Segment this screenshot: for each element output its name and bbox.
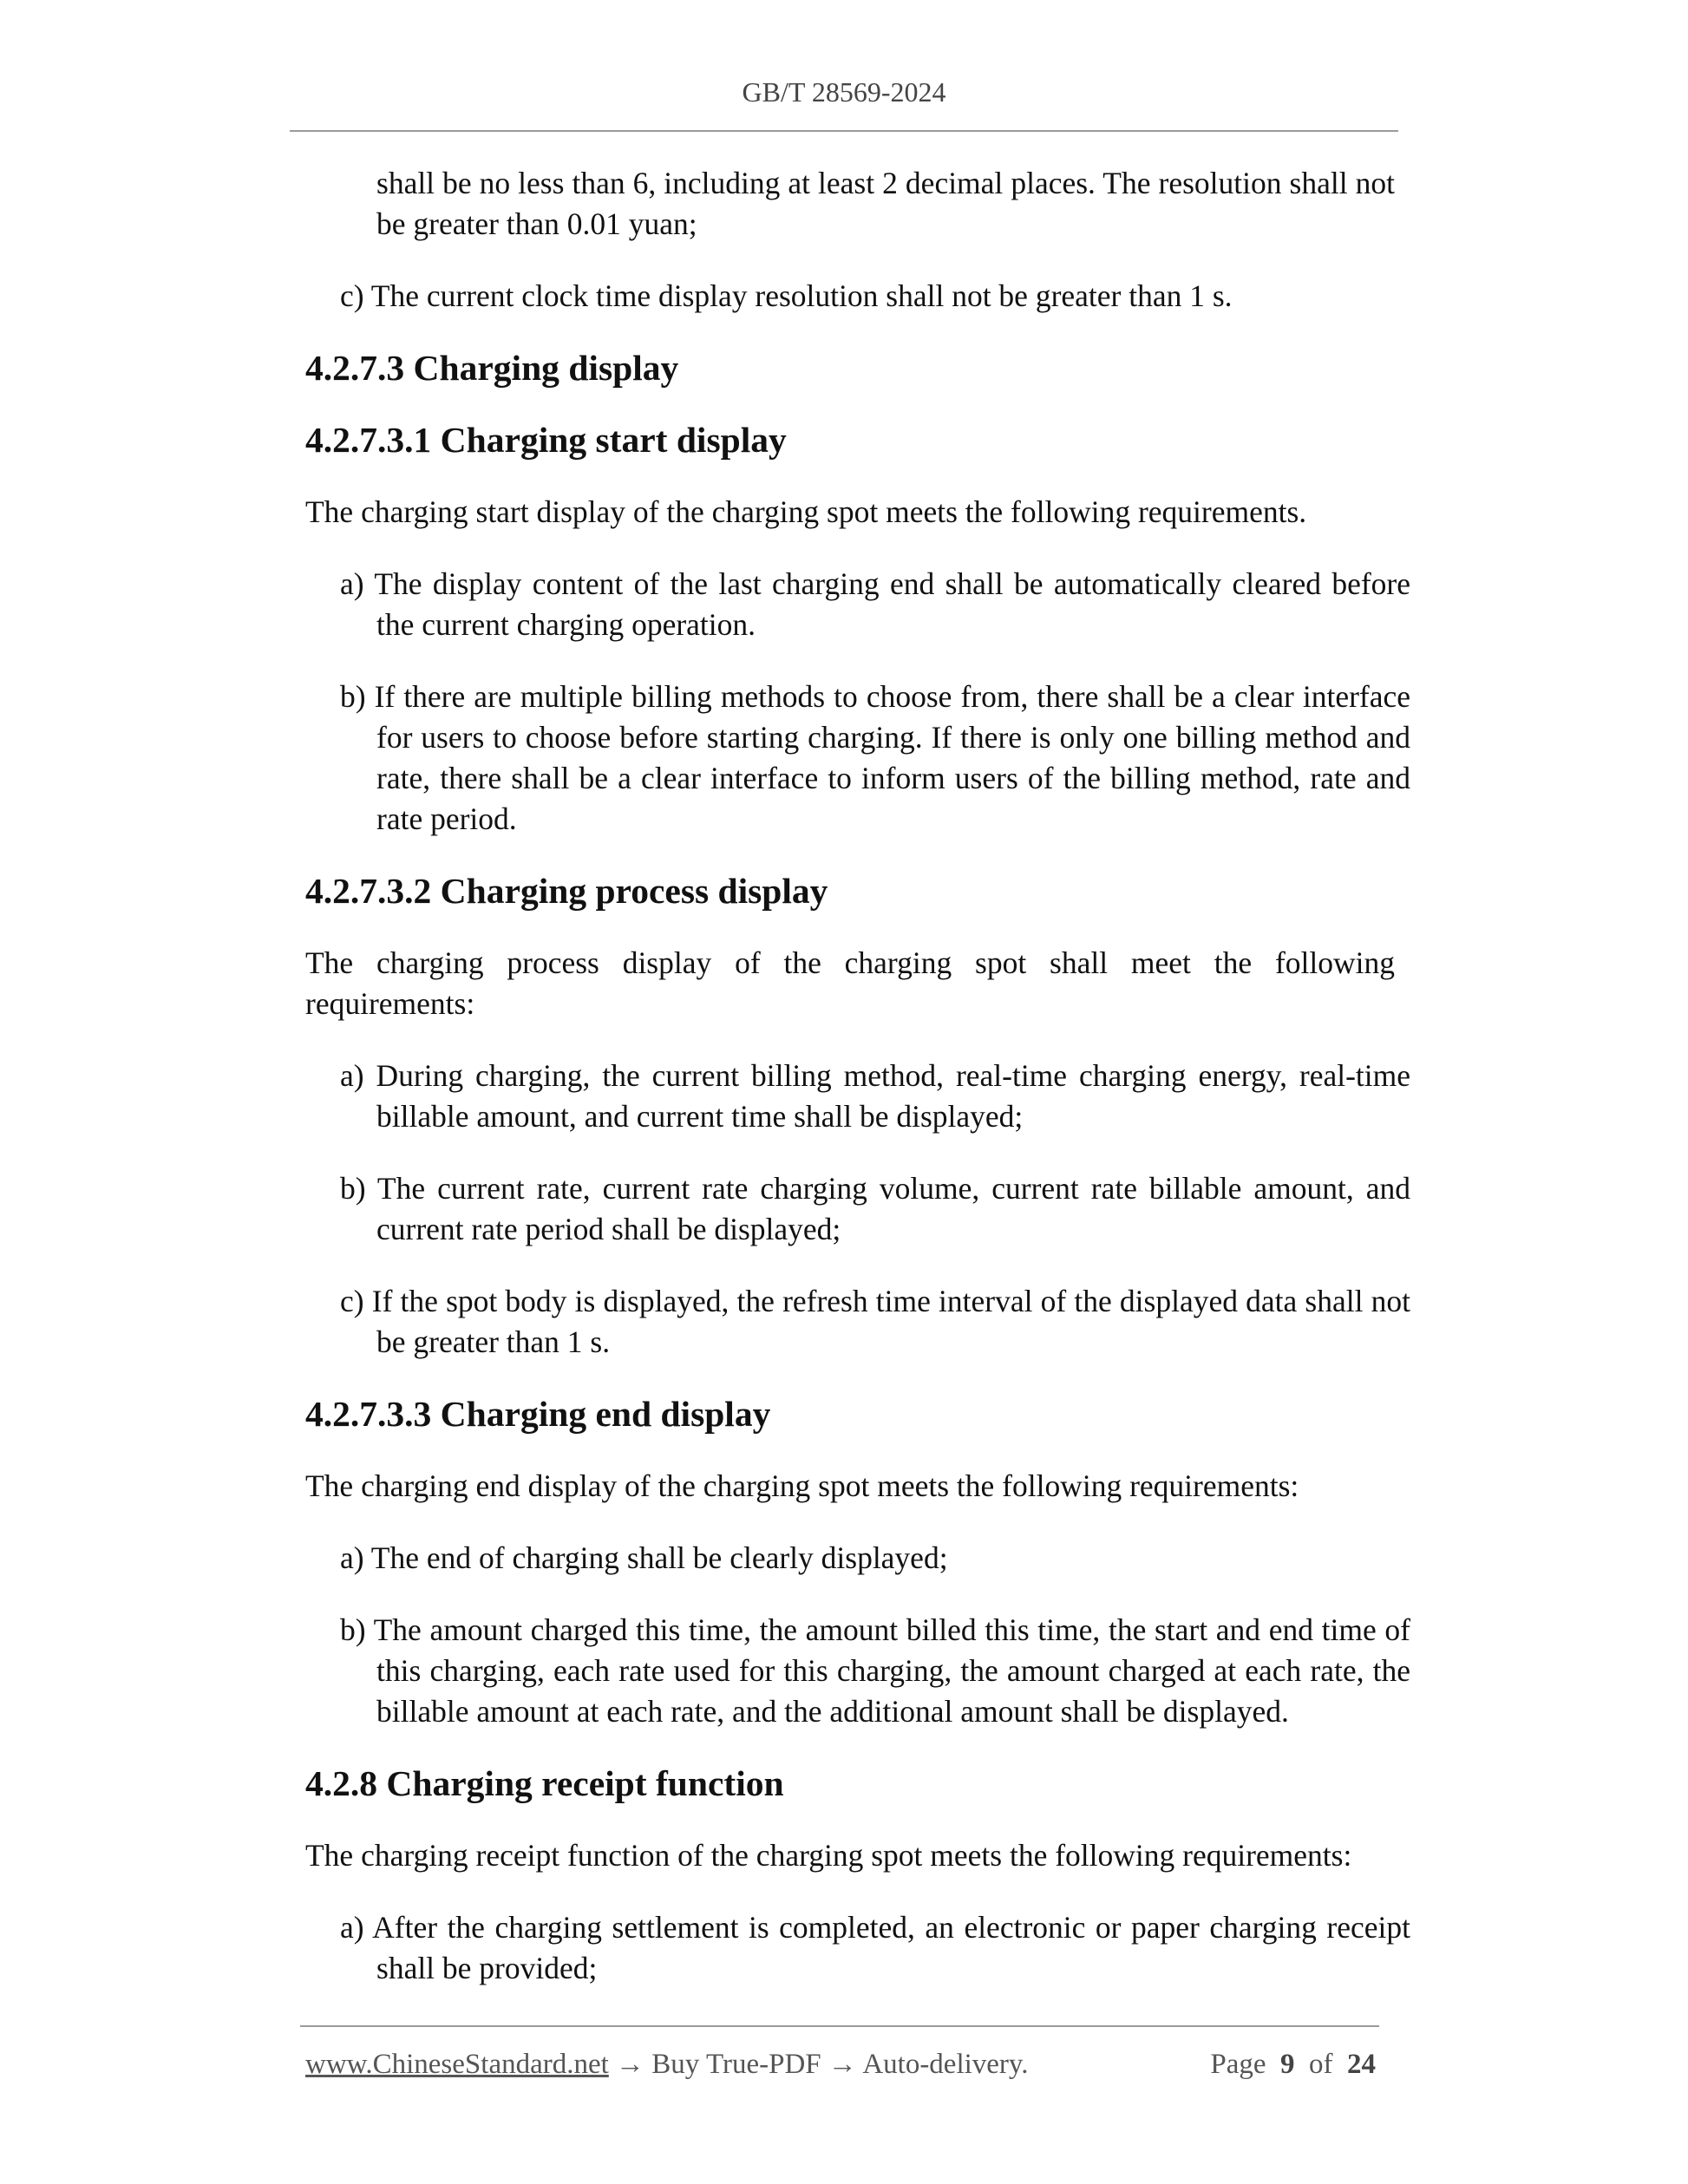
section-heading: 4.2.7.3.1 Charging start display xyxy=(305,420,787,460)
paragraph: The charging receipt function of the charging spot meets the following requirements: xyxy=(305,1838,1352,1873)
list-item: c) The current clock time display resolution shall not be greater than 1 s. xyxy=(340,278,1233,313)
paragraph: The charging process display of the charging spot shall meet the following requirements: xyxy=(305,945,1395,1021)
document-header: GB/T 28569-2024 xyxy=(742,76,946,108)
arrow-icon: → xyxy=(616,2049,645,2080)
list-item: a) The end of charging shall be clearly displayed; xyxy=(340,1540,948,1575)
page-indicator xyxy=(1210,2049,1376,2081)
list-item: a) During charging, the current billing method, real-time charging energy, real-time billable amount, and current time shall be displayed; xyxy=(340,1058,1410,1134)
paragraph: The charging start display of the charging spot meets the following requirements. xyxy=(305,494,1307,529)
paragraph: The charging end display of the charging spot meets the following requirements: xyxy=(305,1468,1299,1503)
section-heading: 4.2.7.3.2 Charging process display xyxy=(305,871,828,911)
of-label: of xyxy=(1309,2049,1333,2080)
list-item: b) The current rate, current rate charging volume, current rate billable amount, and current rate period shall be displayed; xyxy=(340,1171,1410,1246)
page-label: Page xyxy=(1210,2049,1266,2080)
section-heading: 4.2.7.3 Charging display xyxy=(305,348,679,388)
list-item: b) The amount charged this time, the amount billed this time, the start and end time of this charging, each rate used for this charging, the amount charged at each rate, the billable amount at each rate, and the additional amount shall be displayed. xyxy=(340,1612,1410,1729)
section-heading: 4.2.7.3.3 Charging end display xyxy=(305,1394,771,1434)
list-item: a) After the charging settlement is completed, an electronic or paper charging receipt shall be provided; xyxy=(340,1910,1410,1985)
list-item-continuation: shall be no less than 6, including at least 2 decimal places. The resolution shall not be greater than 0.01 yuan; xyxy=(376,166,1395,241)
list-item: a) The display content of the last charging end shall be automatically cleared before the current charging operation. xyxy=(340,566,1410,642)
page-total: 24 xyxy=(1347,2049,1376,2080)
section-heading: 4.2.8 Charging receipt function xyxy=(305,1763,784,1803)
list-item: b) If there are multiple billing methods to choose from, there shall be a clear interface for users to choose before starting charging. If there is only one billing method and rate, there shall be a clear interface to inform users of the billing method, rate and rate period. xyxy=(340,679,1410,836)
document-body xyxy=(305,163,1410,2020)
list-item: c) If the spot body is displayed, the refresh time interval of the displayed data shall not be greater than 1 s. xyxy=(340,1284,1410,1359)
page-number: 9 xyxy=(1280,2049,1295,2080)
delivery-text: Auto-delivery. xyxy=(862,2049,1029,2080)
header-divider xyxy=(290,130,1398,132)
arrow-icon: → xyxy=(828,2049,857,2080)
website-link[interactable]: www.ChineseStandard.net xyxy=(305,2049,609,2080)
footer-divider xyxy=(300,2025,1379,2027)
footer-promo xyxy=(305,2049,1029,2081)
buy-text: Buy True-PDF xyxy=(651,2049,821,2080)
